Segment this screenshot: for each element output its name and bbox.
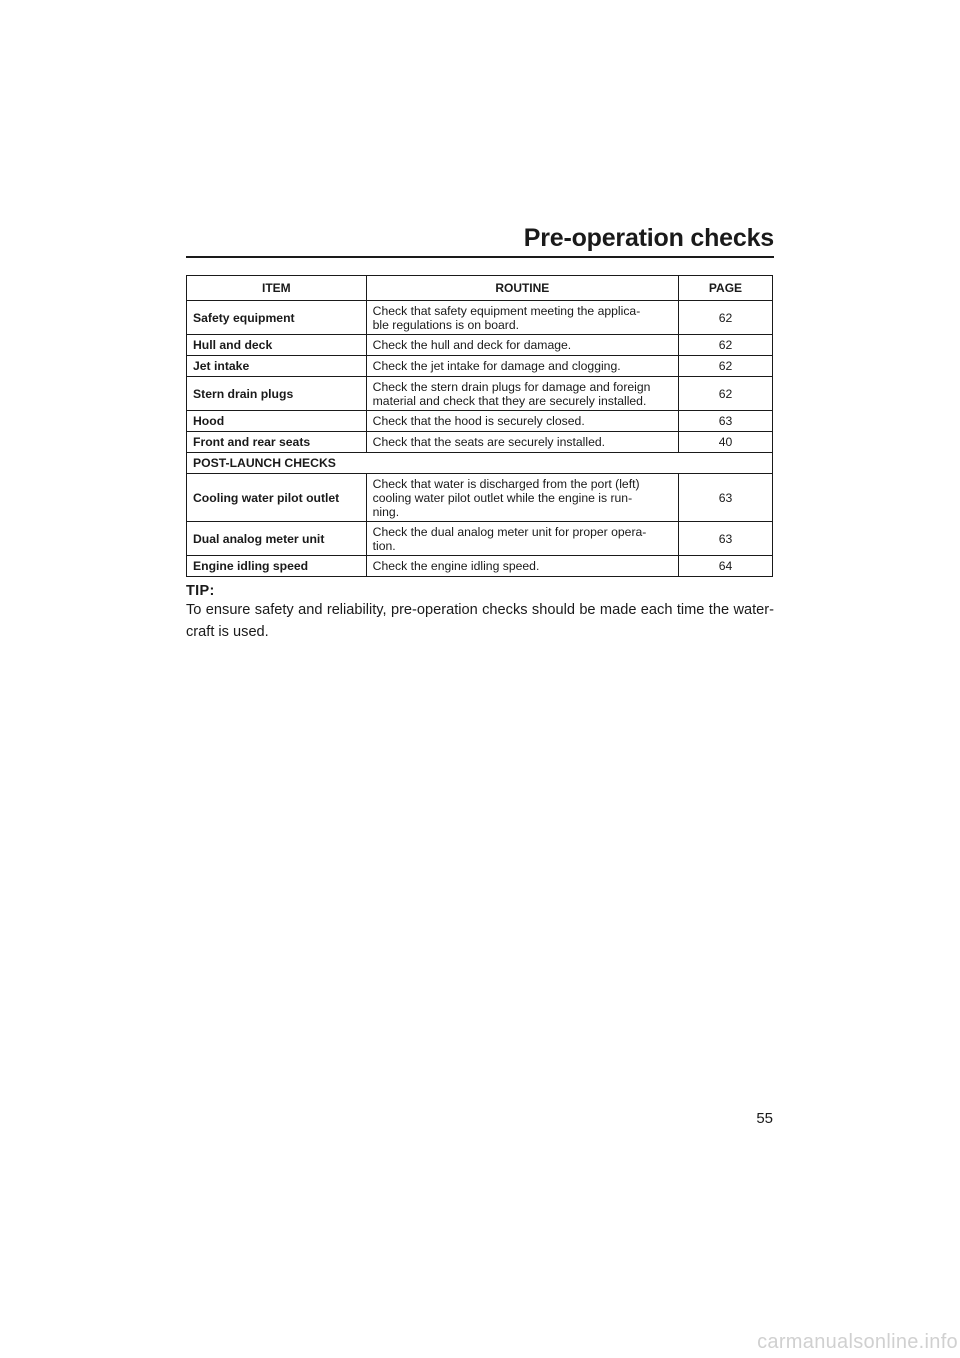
site-watermark[interactable]: carmanualsonline.info xyxy=(757,1331,958,1353)
section-header-row xyxy=(187,453,773,474)
routine-cell: Check that the hood is securely closed. xyxy=(366,411,678,432)
routine-cell: Check the jet intake for damage and clogging. xyxy=(366,356,678,377)
tip-text: To ensure safety and reliability, pre-operation checks should be made each time the water-craft is used. xyxy=(186,602,774,640)
table-row xyxy=(187,432,773,453)
table-header-row xyxy=(187,276,773,301)
page-cell: 62 xyxy=(678,356,772,377)
page-title: Pre-operation checks xyxy=(523,224,774,252)
page-cell: 62 xyxy=(678,377,772,411)
item-cell: Engine idling speed xyxy=(187,556,367,577)
routine-line: Check the stern drain plugs for damage and foreign material and check that they are securely installed. xyxy=(372,379,651,408)
item-cell: Hull and deck xyxy=(187,335,367,356)
page-cell: 63 xyxy=(678,522,772,556)
item-cell: Cooling water pilot outlet xyxy=(187,474,367,522)
routine-cell: Check the hull and deck for damage. xyxy=(366,335,678,356)
routine-cell xyxy=(366,474,678,522)
tip-heading: TIP: xyxy=(186,583,215,599)
item-cell: Stern drain plugs xyxy=(187,377,367,411)
post-launch-checks-label: POST-LAUNCH CHECKS xyxy=(187,453,773,474)
item-cell: Hood xyxy=(187,411,367,432)
routine-line: Check that water is discharged from the port (left) cooling water pilot outlet while the engine is run- ning. xyxy=(372,476,640,519)
table-row xyxy=(187,522,773,556)
table-row xyxy=(187,377,773,411)
column-header-routine: ROUTINE xyxy=(366,276,678,301)
page-cell: 62 xyxy=(678,335,772,356)
page-header xyxy=(186,222,774,258)
table-row xyxy=(187,301,773,335)
routine-cell xyxy=(366,377,678,411)
page-number: 55 xyxy=(756,1110,773,1127)
table-row xyxy=(187,474,773,522)
item-cell: Front and rear seats xyxy=(187,432,367,453)
table-row xyxy=(187,556,773,577)
column-header-page: PAGE xyxy=(678,276,772,301)
pre-operation-checks-table xyxy=(186,275,773,577)
table-row xyxy=(187,356,773,377)
routine-cell xyxy=(366,522,678,556)
page-cell: 63 xyxy=(678,474,772,522)
routine-cell xyxy=(366,301,678,335)
item-cell: Safety equipment xyxy=(187,301,367,335)
table-row xyxy=(187,335,773,356)
routine-line: Check that safety equipment meeting the applica- ble regulations is on board. xyxy=(372,303,641,332)
item-cell: Dual analog meter unit xyxy=(187,522,367,556)
page-cell: 64 xyxy=(678,556,772,577)
table-row xyxy=(187,411,773,432)
item-cell: Jet intake xyxy=(187,356,367,377)
routine-cell: Check the engine idling speed. xyxy=(366,556,678,577)
page-cell: 40 xyxy=(678,432,772,453)
column-header-item: ITEM xyxy=(187,276,367,301)
page-cell: 63 xyxy=(678,411,772,432)
routine-cell: Check that the seats are securely installed. xyxy=(366,432,678,453)
routine-line: Check the dual analog meter unit for proper opera- tion. xyxy=(372,524,647,553)
page-cell: 62 xyxy=(678,301,772,335)
